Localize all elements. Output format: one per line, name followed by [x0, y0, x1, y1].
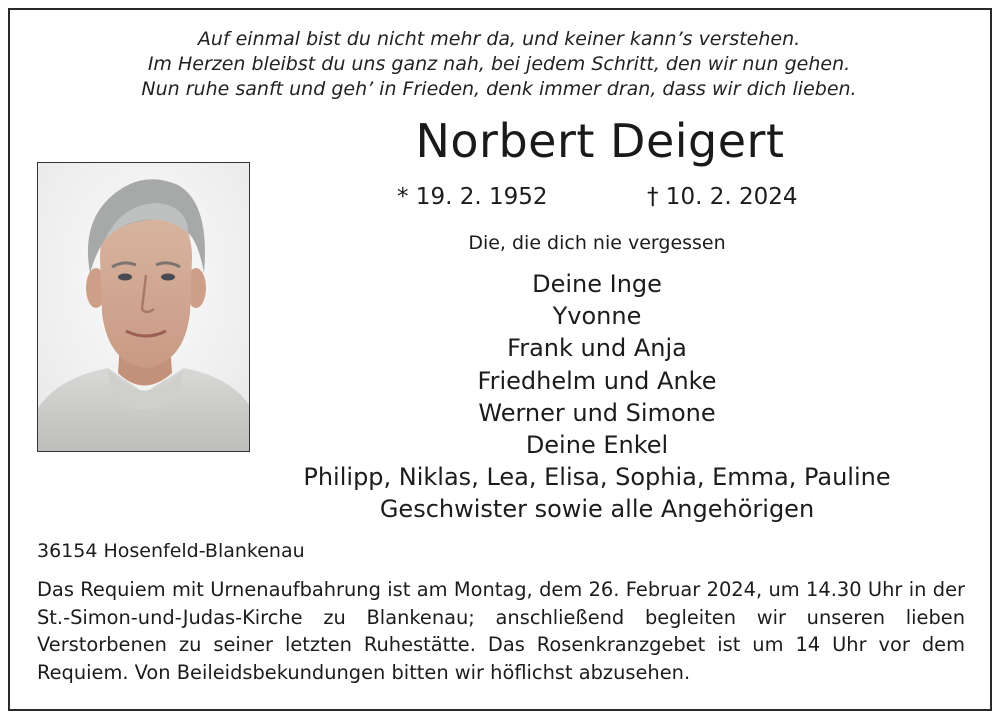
poem-line: Nun ruhe sanft und geh’ in Frieden, denk immer dran, dass wir dich lieben. — [141, 78, 857, 100]
poem-line: Auf einmal bist du nicht mehr da, und keiner kann’s verstehen. — [197, 28, 801, 50]
mourners-list — [286, 268, 908, 526]
mourner-line: Deine Inge — [532, 270, 662, 298]
memorial-poem — [0, 27, 998, 102]
mourner-line: Frank und Anja — [507, 334, 687, 363]
death-date: † 10. 2. 2024 — [647, 184, 798, 210]
poem-line: Im Herzen bleibst du uns ganz nah, bei jedem Schritt, den wir nun gehen. — [147, 53, 851, 75]
requiem-details: Das Requiem mit Urnenaufbahrung ist am Montag, dem 26. Februar 2024, um 14.30 Uhr in der St.-Simon-und-Judas-Kirche zu Blankenau; anschließend begleiten wir unseren lieben Verstorbenen zu seiner letzten Ruhestätte. Das Rosenkranzgebet ist um 14 Uhr vor dem Requiem. Von Beileidsbekundungen bitten wir höflichst abzusehen. — [37, 578, 965, 684]
mourner-line: Deine Enkel — [525, 431, 669, 460]
place-line: 36154 Hosenfeld-Blankenau — [37, 540, 305, 562]
portrait-photo — [37, 162, 250, 452]
birth-date: * 19. 2. 1952 — [397, 184, 548, 210]
mourner-line: Friedhelm und Anke — [477, 366, 717, 395]
portrait-illustration — [38, 163, 250, 452]
mourner-line: Geschwister sowie alle Angehörigen — [379, 495, 815, 524]
mourners-intro: Die, die dich nie vergessen — [468, 232, 726, 254]
mourner-line: Werner und Simone — [478, 398, 716, 427]
mourner-line: Yvonne — [552, 302, 642, 331]
deceased-name: Norbert Deigert — [415, 114, 785, 168]
mourner-line: Philipp, Niklas, Lea, Elisa, Sophia, Emma, Pauline — [303, 463, 891, 492]
